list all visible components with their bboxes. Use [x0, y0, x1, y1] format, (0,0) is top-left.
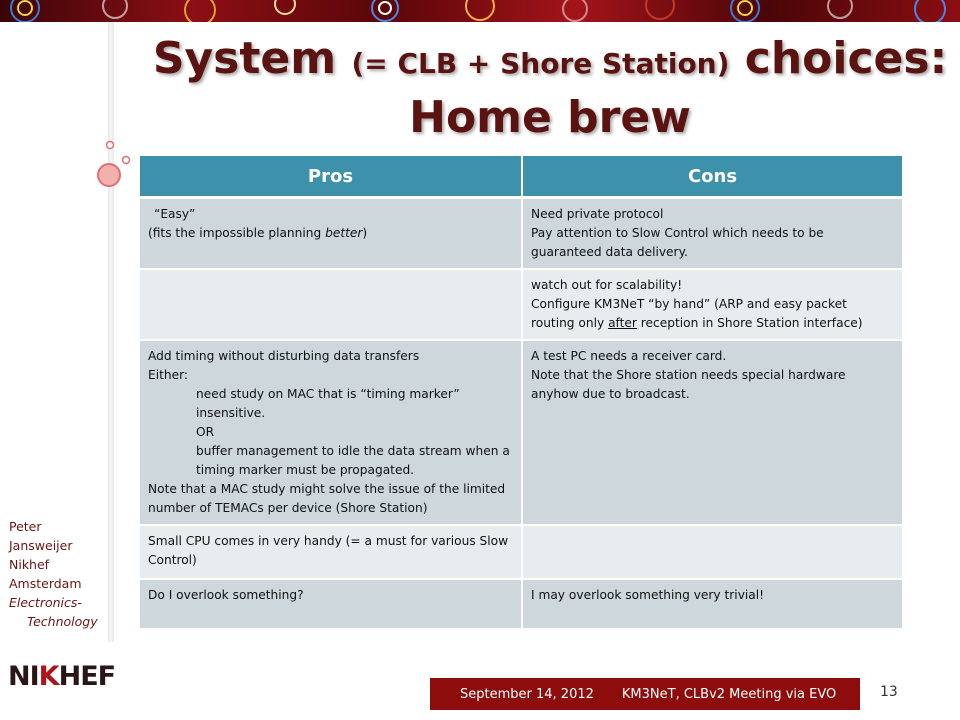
- cons-cell: [522, 340, 903, 525]
- pros-cell: [140, 198, 522, 270]
- pros-cons-table: [140, 156, 904, 630]
- title-main: System: [152, 33, 337, 84]
- pros-cell: [140, 340, 522, 525]
- cons-line: I may overlook something very trivial!: [531, 588, 765, 602]
- table-row: [140, 269, 903, 340]
- cons-cell-empty: [522, 525, 903, 579]
- pros-line: Either:: [148, 368, 188, 382]
- author-line: Electronics-: [9, 595, 82, 610]
- header-banner-image: [0, 0, 960, 22]
- cons-line: Configure KM3NeT “by hand” (ARP and easy packet routing only after reception in Shore Station interface): [531, 297, 863, 330]
- author-line: Jansweijer: [9, 538, 73, 553]
- cons-cell: [522, 269, 903, 340]
- author-line: Nikhef: [9, 557, 50, 572]
- author-line: Peter: [9, 519, 42, 534]
- cons-cell: [522, 198, 903, 270]
- pros-line: Small CPU comes in very handy (= a must for various Slow Control): [148, 534, 509, 567]
- pros-line: Do I overlook something?: [148, 588, 304, 602]
- author-line: Technology: [27, 614, 98, 629]
- cons-line: Need private protocol: [531, 207, 664, 221]
- slide-title: [150, 32, 950, 145]
- nikhef-logo: NI K H EF: [8, 660, 116, 692]
- pros-cell: [140, 525, 522, 579]
- pros-line: Add timing without disturbing data transfers: [148, 349, 420, 363]
- cons-line: Pay attention to Slow Control which needs to be guaranteed data delivery.: [531, 226, 824, 259]
- title-line-2: Home brew: [409, 92, 691, 143]
- pros-line: OR: [196, 425, 215, 439]
- table-row: [140, 579, 903, 629]
- footer-date: September 14, 2012: [460, 686, 594, 702]
- pros-line: “Easy”: [154, 207, 196, 221]
- title-parenthetical: (= CLB + Shore Station): [351, 47, 730, 80]
- cons-line: Note that the Shore station needs special hardware anyhow due to broadcast.: [531, 368, 846, 401]
- cons-header: Cons: [522, 156, 903, 198]
- pros-cell: [140, 579, 522, 629]
- page-number: 13: [880, 684, 898, 700]
- cons-line: A test PC needs a receiver card.: [531, 349, 727, 363]
- pros-header: Pros: [140, 156, 522, 198]
- table-row: [140, 198, 903, 270]
- cons-cell: [522, 579, 903, 629]
- left-divider-bar: [108, 22, 114, 642]
- author-info: [9, 517, 98, 631]
- footer-bar: [430, 678, 860, 710]
- table-row: [140, 525, 903, 579]
- footer-event: KM3NeT, CLBv2 Meeting via EVO: [621, 686, 837, 702]
- cons-line: watch out for scalability!: [531, 278, 683, 292]
- author-line: Amsterdam: [9, 576, 82, 591]
- table-row: [140, 340, 903, 525]
- pros-line: (fits the impossible planning better): [148, 226, 368, 240]
- pros-cell-empty: [140, 269, 522, 340]
- title-rest: choices:: [744, 33, 948, 84]
- pros-line: Note that a MAC study might solve the issue of the limited number of TEMACs per device (Shore Station): [148, 482, 506, 515]
- pros-line: need study on MAC that is “timing marker” insensitive.: [196, 387, 460, 420]
- decorative-circles-icon: [90, 135, 140, 195]
- pros-line: buffer management to idle the data stream when a timing marker must be propagated.: [196, 444, 510, 477]
